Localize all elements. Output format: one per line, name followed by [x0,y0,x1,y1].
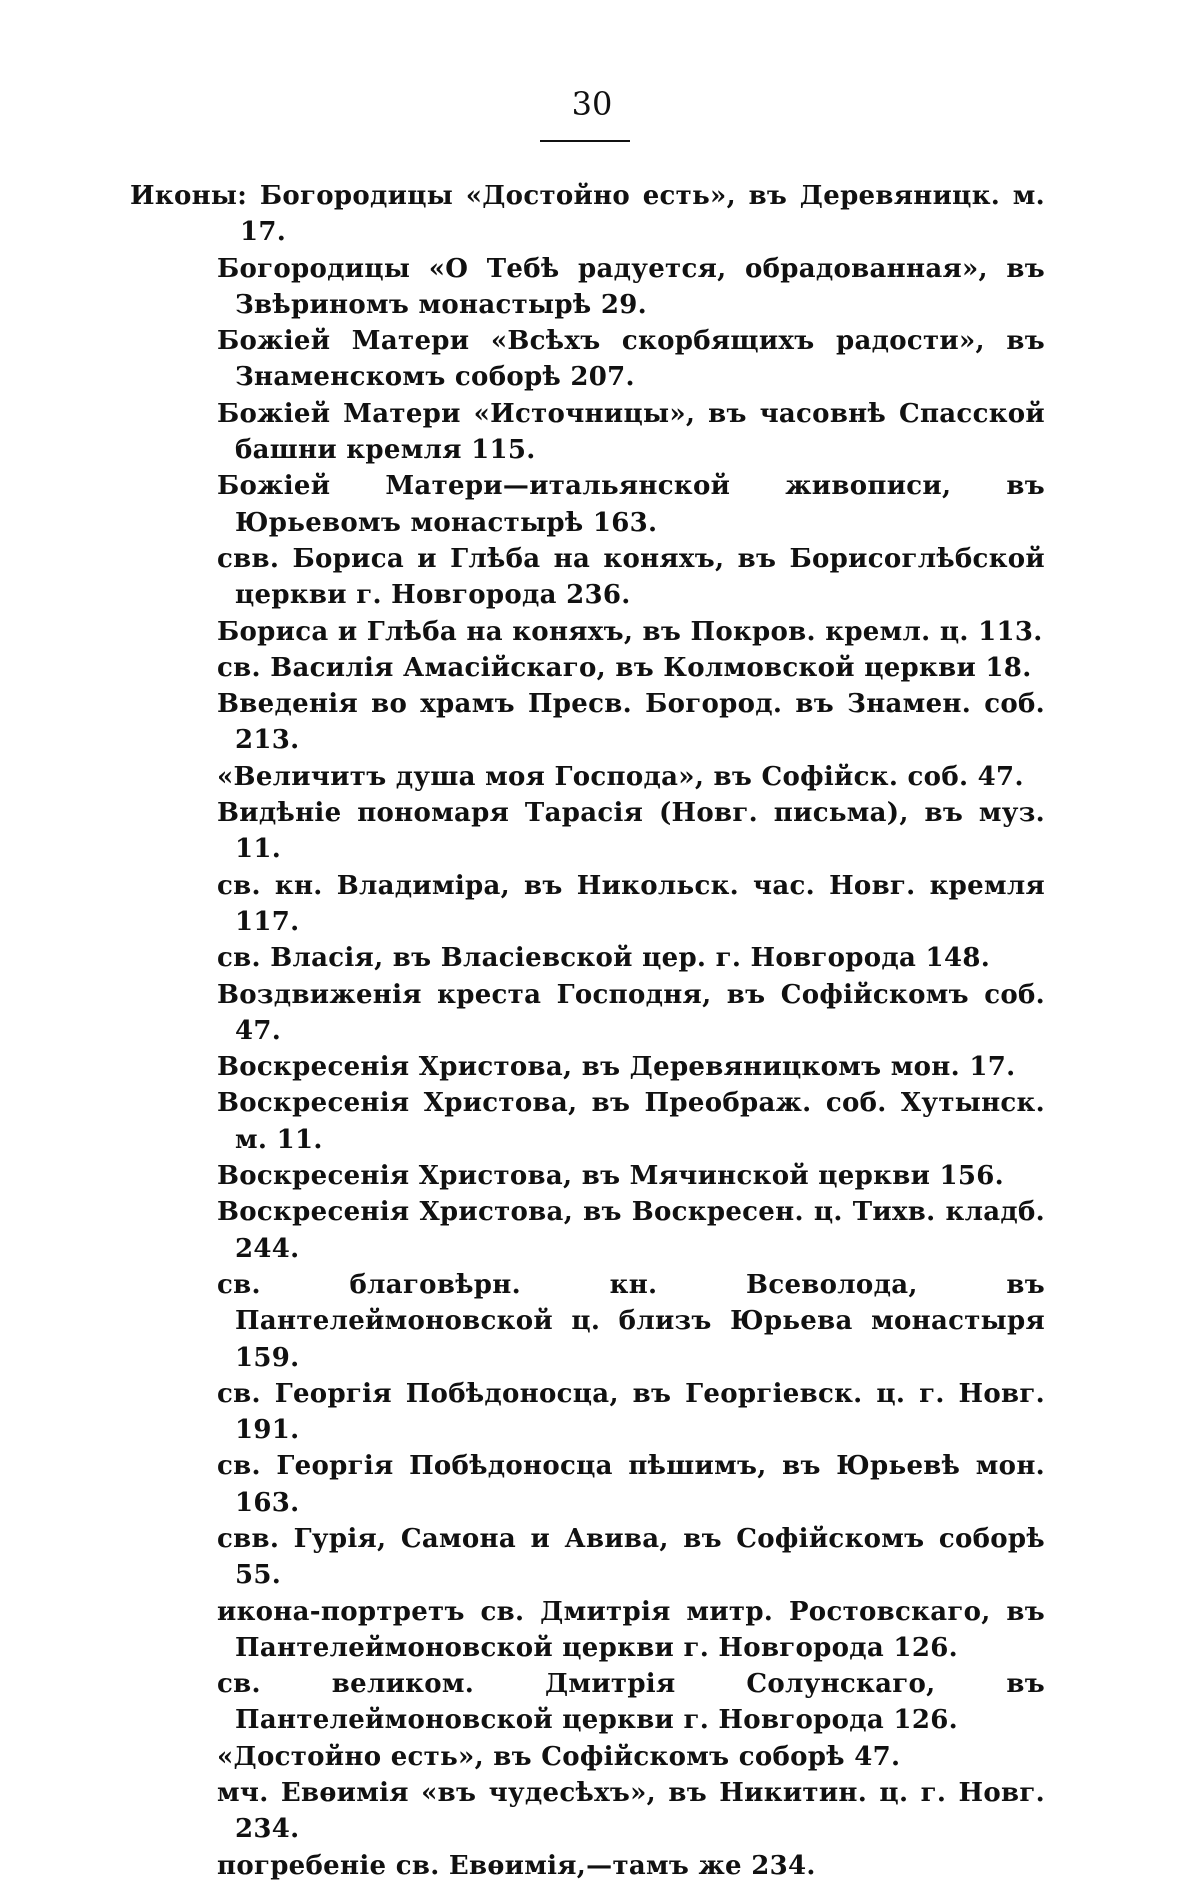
index-entry: св. великом. Дмитрія Солунскаго, въ Пантелеймоновской церкви г. Новгорода 126. [217,1669,1045,1736]
page-number-rule [540,140,630,142]
index-entry: св. Василія Амасійскаго, въ Колмовской церкви 18. [217,652,1032,683]
index-entry: Божіей Матери—итальянской живописи, въ Юрьевомъ монастырѣ 163. [217,471,1045,538]
index-entry: Видѣніе пономаря Тарасія (Новг. письма), въ муз. 11. [217,798,1045,865]
index-entry: Божіей Матери «Источницы», въ часовнѣ Спасской башни кремля 115. [217,398,1045,466]
index-entry: Воздвиженія креста Господня, въ Софійскомъ соб. 47. [217,979,1045,1046]
index-entry: Воскресенія Христова, въ Мячинской церкви 156. [217,1161,1005,1192]
index-entry: свв. Гурія, Самона и Авива, въ Софійскомъ соборѣ 55. [217,1523,1045,1591]
index-entry: св. Георгія Побѣдоносца, въ Георгіевск. ц. г. Новг. 191. [217,1378,1045,1446]
first-entry-text: Богородицы «Достойно есть», въ Деревяницк. м. 17. [240,181,1045,248]
index-entry: св. Власія, въ Власіевской цер. г. Новгорода 148. [217,943,991,974]
page-number: 30 [571,85,613,123]
entry-list [130,251,1045,1884]
index-entry: мч. Евѳимія «въ чудесѣхъ», въ Никитин. ц. г. Новг. 234. [217,1778,1045,1845]
index-entry: Введенія во храмъ Пресв. Богород. въ Знамен. соб. 213. [217,689,1045,756]
index-entry: Воскресенія Христова, въ Воскресен. ц. Тихв. кладб. 244. [217,1197,1045,1264]
index-entry: погребеніе св. Евѳимія,—тамъ же 234. [217,1850,816,1881]
index-heading-entry [130,178,1045,251]
heading-label: Иконы: [130,181,248,211]
index-entry: «Величитъ душа моя Господа», въ Софійск. соб. 47. [217,761,1024,792]
index-entry: свв. Бориса и Глѣба на коняхъ, въ Борисоглѣбской церкви г. Новгорода 236. [217,543,1045,611]
index-entry: Воскресенія Христова, въ Преображ. соб. Хутынск. м. 11. [217,1088,1045,1155]
index-entry: Бориса и Глѣба на коняхъ, въ Покров. кремл. ц. 113. [217,616,1043,647]
index-entry: «Достойно есть», въ Софійскомъ соборѣ 47. [217,1741,901,1772]
index-entry: св. кн. Владиміра, въ Никольск. час. Новг. кремля 117. [217,870,1045,937]
index-entry: икона-портретъ св. Дмитрія митр. Ростовскаго, въ Пантелеймоновской церкви г. Новгорода 126. [217,1596,1045,1663]
index-entry: Богородицы «О Тебѣ радуется, обрадованная», въ Звѣриномъ монастырѣ 29. [217,253,1045,320]
index-entry: св. благовѣрн. кн. Всеволода, въ Пантелеймоновской ц. близъ Юрьева монастыря 159. [217,1269,1045,1373]
index-entry: Божіей Матери «Всѣхъ скорбящихъ радости», въ Знаменскомъ соборѣ 207. [217,326,1045,393]
index-entry: Воскресенія Христова, въ Деревяницкомъ мон. 17. [217,1052,1016,1083]
index-entries [130,178,1045,1884]
index-entry: св. Георгія Побѣдоносца пѣшимъ, въ Юрьевѣ мон. 163. [217,1451,1045,1518]
